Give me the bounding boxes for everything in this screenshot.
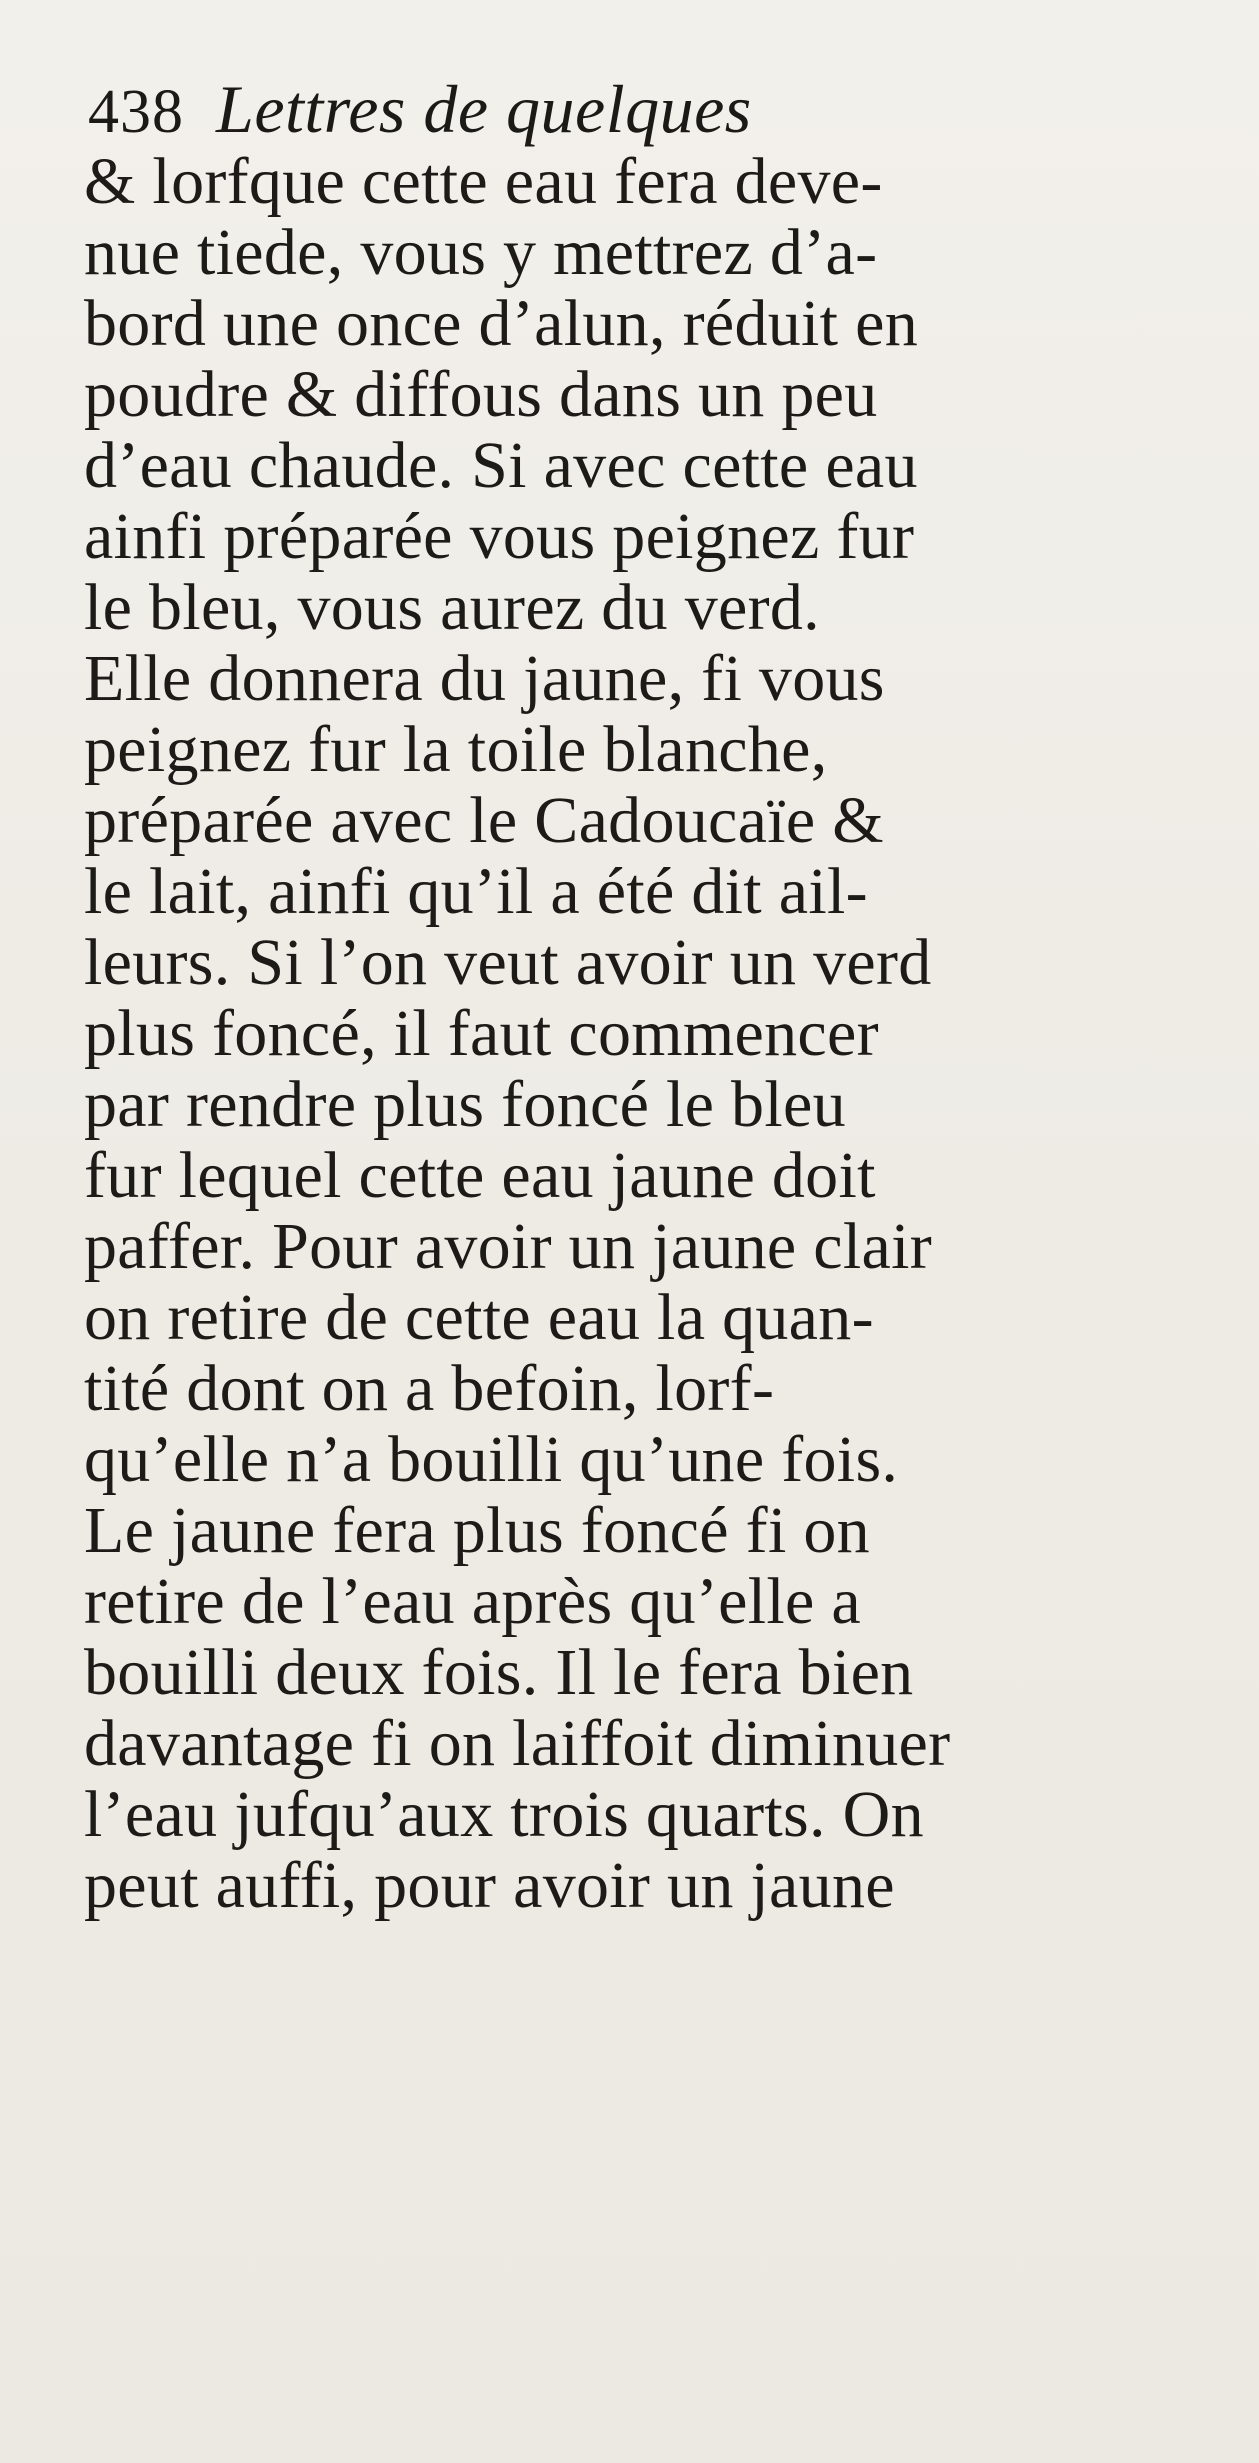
- text-line: l’eau jufqu’aux trois quarts. On: [84, 1778, 924, 1851]
- text-line: bord une once d’alun, réduit en: [84, 287, 919, 360]
- text-line: & lorfque cette eau fera deve-: [84, 145, 883, 218]
- text-line: poudre & diffous dans un peu: [84, 358, 878, 431]
- running-head: Lettres de quelques: [216, 71, 752, 147]
- text-line: Elle donnera du jaune, fi vous: [84, 642, 885, 715]
- text-line: le bleu, vous aurez du verd.: [84, 571, 820, 644]
- text-line: d’eau chaude. Si avec cette eau: [84, 429, 918, 502]
- text-line: paffer. Pour avoir un jaune clair: [84, 1210, 933, 1283]
- text-line: préparée avec le Cadoucaïe &: [84, 784, 884, 857]
- text-line: retire de l’eau après qu’elle a: [84, 1565, 862, 1638]
- page-number: 438: [88, 78, 184, 146]
- text-line: bouilli deux fois. Il le fera bien: [84, 1636, 914, 1709]
- text-line: peignez fur la toile blanche,: [84, 713, 828, 786]
- text-line: plus foncé, il faut commencer: [84, 997, 879, 1070]
- body-text: [84, 146, 1194, 1921]
- text-line: Le jaune fera plus foncé fi on: [84, 1494, 870, 1567]
- text-line: tité dont on a befoin, lorf-: [84, 1352, 775, 1425]
- text-line: davantage fi on laiffoit diminuer: [84, 1707, 951, 1780]
- text-line: ainfi préparée vous peignez fur: [84, 500, 915, 573]
- text-line: qu’elle n’a bouilli qu’une fois.: [84, 1423, 899, 1496]
- text-line: fur lequel cette eau jaune doit: [84, 1139, 876, 1212]
- text-line: peut auffi, pour avoir un jaune: [84, 1849, 895, 1922]
- text-line: par rendre plus foncé le bleu: [84, 1068, 846, 1141]
- text-line: on retire de cette eau la quan-: [84, 1281, 874, 1354]
- text-line: le lait, ainfi qu’il a été dit ail-: [84, 855, 868, 928]
- text-line: leurs. Si l’on veut avoir un verd: [84, 926, 932, 999]
- text-line: nue tiede, vous y mettrez d’a-: [84, 216, 878, 289]
